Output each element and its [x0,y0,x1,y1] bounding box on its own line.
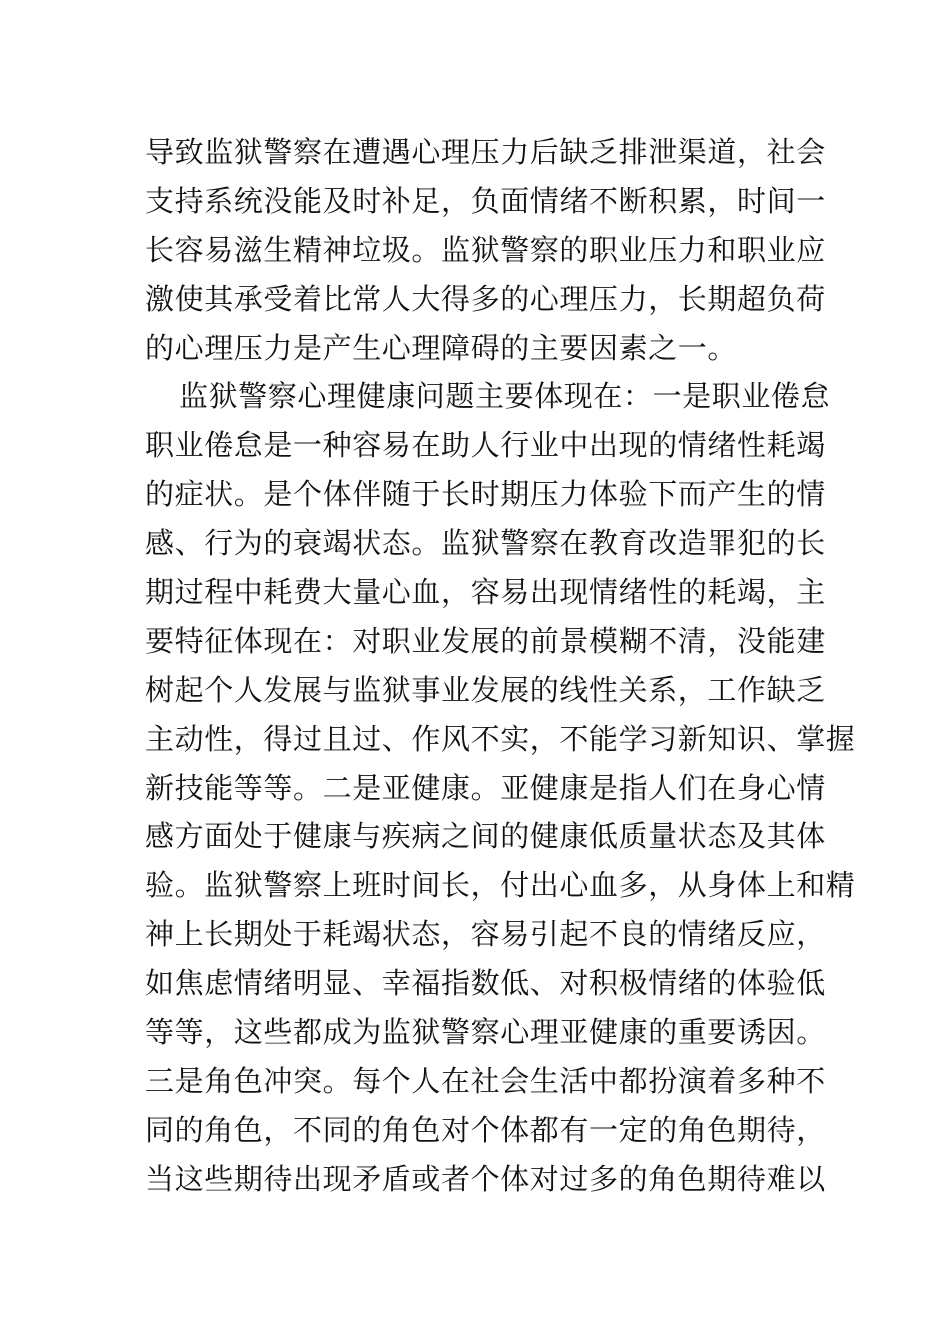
body-text [145,128,856,1204]
text-line: 当这些期待出现矛盾或者个体对过多的角色期待难以 [145,1161,826,1196]
text-line: 激使其承受着比常人大得多的心理压力，长期超负荷 [145,281,826,316]
text-line: 新技能等等。二是亚健康。亚健康是指人们在身心情 [145,770,826,805]
text-line: 感、行为的衰竭状态。监狱警察在教育改造罪犯的长 [145,526,826,561]
text-line: 如焦虑情绪明显、幸福指数低、对积极情绪的体验低 [145,966,826,1001]
text-line: 期过程中耗费大量心血，容易出现情绪性的耗竭，主 [145,575,826,610]
text-line: 长容易滋生精神垃圾。监狱警察的职业压力和职业应 [145,232,826,267]
text-line: 主动性，得过且过、作风不实，不能学习新知识、掌握 [145,721,856,756]
text-line: 职业倦怠是一种容易在助人行业中出现的情绪性耗竭 [145,428,826,463]
text-line: 等等，这些都成为监狱警察心理亚健康的重要诱因。 [145,1015,826,1050]
text-line: 验。监狱警察上班时间长，付出心血多，从身体上和精 [145,868,856,903]
text-line: 要特征体现在：对职业发展的前景模糊不清，没能建 [145,623,826,658]
text-line-indented: 监狱警察心理健康问题主要体现在：一是职业倦怠 [179,379,831,414]
text-line: 同的角色，不同的角色对个体都有一定的角色期待， [145,1112,826,1147]
text-line: 感方面处于健康与疾病之间的健康低质量状态及其体 [145,819,826,854]
text-line: 神上长期处于耗竭状态，容易引起不良的情绪反应， [145,917,826,952]
text-line: 导致监狱警察在遭遇心理压力后缺乏排泄渠道，社会 [145,135,826,169]
text-line: 的心理压力是产生心理障碍的主要因素之一。 [145,330,738,365]
text-line: 树起个人发展与监狱事业发展的线性关系，工作缺乏 [145,672,826,707]
text-line: 三是角色冲突。每个人在社会生活中都扮演着多种不 [145,1063,826,1098]
paragraph-1 [145,128,826,372]
paragraph-2 [145,372,856,1203]
text-line: 支持系统没能及时补足，负面情绪不断积累，时间一 [145,183,826,218]
text-line: 的症状。是个体伴随于长时期压力体验下而产生的情 [145,477,826,512]
